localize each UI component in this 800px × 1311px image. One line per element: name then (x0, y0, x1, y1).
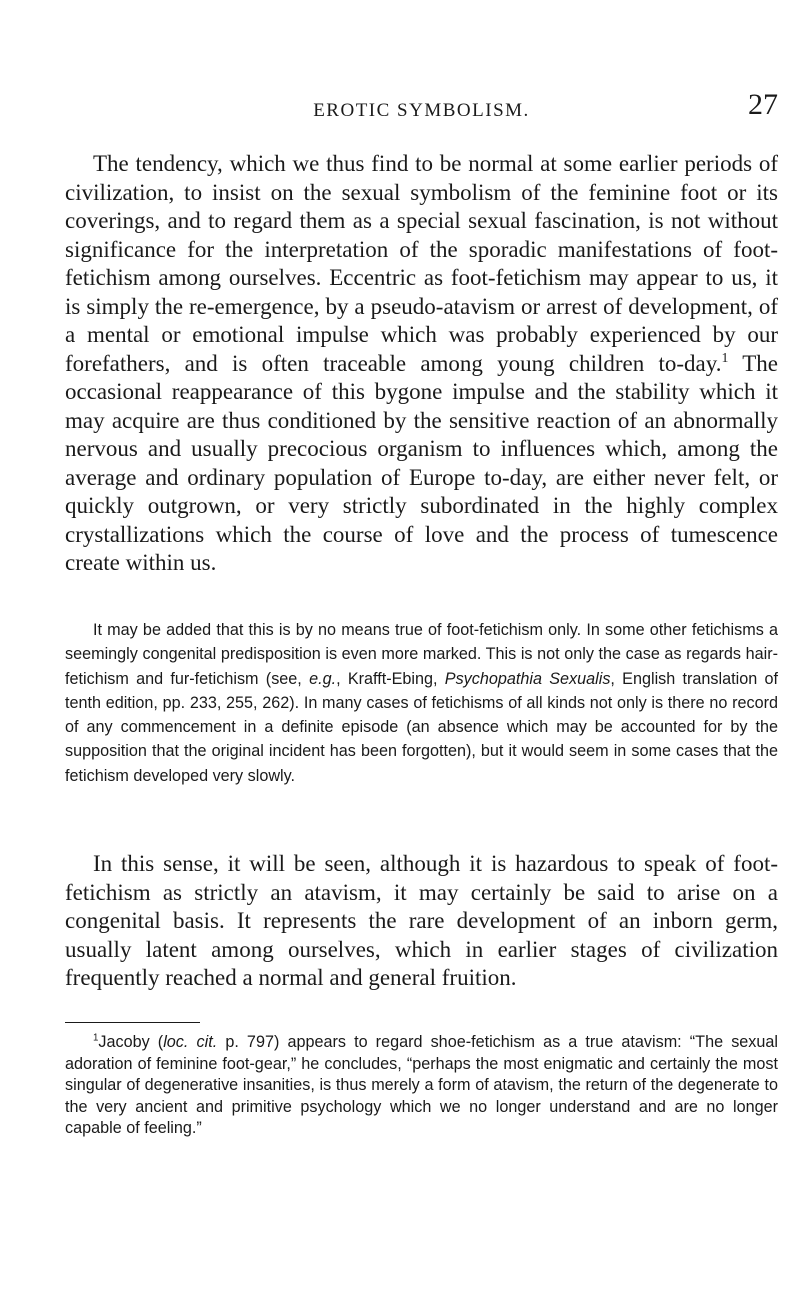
footnote-marker: 1 (93, 1032, 99, 1044)
body-paragraph-1 (65, 150, 778, 578)
running-head (65, 88, 778, 128)
note-book-title: Psychopathia Sexualis (444, 669, 611, 688)
note-text-c: , English translation of tenth edition, pp. 233, 255, 262). In many cases of fetichisms of all kinds not only is there no record of any commencement in a definite episode (an absence which may be accounted for by the supposition that the original incident has been forgotten), but it would seem in some cases that the fetichism developed very slowly. (65, 669, 778, 785)
paragraph-1-text-a: The tendency, which we thus find to be normal at some earlier periods of civilization, to insist on the sexual symbolism of the feminine foot or its coverings, and to regard them as a special sexual fascination, is not without significance for the interpretation of the sporadic manifestations of foot-fetichism among ourselves. Eccentric as foot-fetichism may appear to us, it is simply the re-emergence, by a pseudo-atavism or arrest of development, of a mental or emotional impulse which was probably experienced by our forefathers, and is often traceable among young children to-day. (65, 151, 778, 376)
page-number: 27 (748, 88, 778, 121)
footnote-reference: 1 (721, 349, 729, 365)
body-paragraph-2: In this sense, it will be seen, although it is hazardous to speak of foot-fetichism as strictly an atavism, it may certainly be said to arise on a congenital basis. It represents the rare development of an inborn germ, usually latent among ourselves, which in earlier stages of civilization frequently reached a normal and general fruition. (65, 851, 778, 990)
footnote-text-a: Jacoby ( (98, 1033, 164, 1051)
footnote-loc-cit: loc. cit. (163, 1033, 218, 1051)
footnote (65, 1032, 778, 1140)
note-eg: e.g. (309, 669, 337, 688)
note-text-a: It may be added that this is by no means true of foot-fetichism only. In some other fetichisms a seemingly congenital predisposition is even more marked. This is not only the case as regards hair-fetichism and fur-fetichism (see, (65, 621, 778, 688)
note-block (65, 618, 778, 788)
footnote-rule (65, 1022, 200, 1023)
paragraph-1-text-b: The occasional reappearance of this bygone impulse and the stability which it may acquire are thus conditioned by the sensitive reaction of an abnormally nervous and usually precocious organism to influences which, among the average and ordinary population of Europe to-day, are either never felt, or quickly outgrown, or very strictly subordinated in the highly complex crystallizations which the course of love and the process of tumescence create within us. (65, 350, 779, 575)
footnote-text-b: p. 797) appears to regard shoe-fetichism as a true atavism: “The sexual adoration of feminine foot-gear,” he concludes, “perhaps the most enigmatic and certainly the most singular of degenerative insanities, is thus merely a form of atavism, the return of the degenerate to the very ancient and primitive psychology which we no longer understand and are no longer capable of feeling.” (65, 1033, 778, 1137)
running-title: EROTIC SYMBOLISM. (313, 100, 530, 121)
note-text-b: , Krafft-Ebing, (336, 669, 445, 688)
